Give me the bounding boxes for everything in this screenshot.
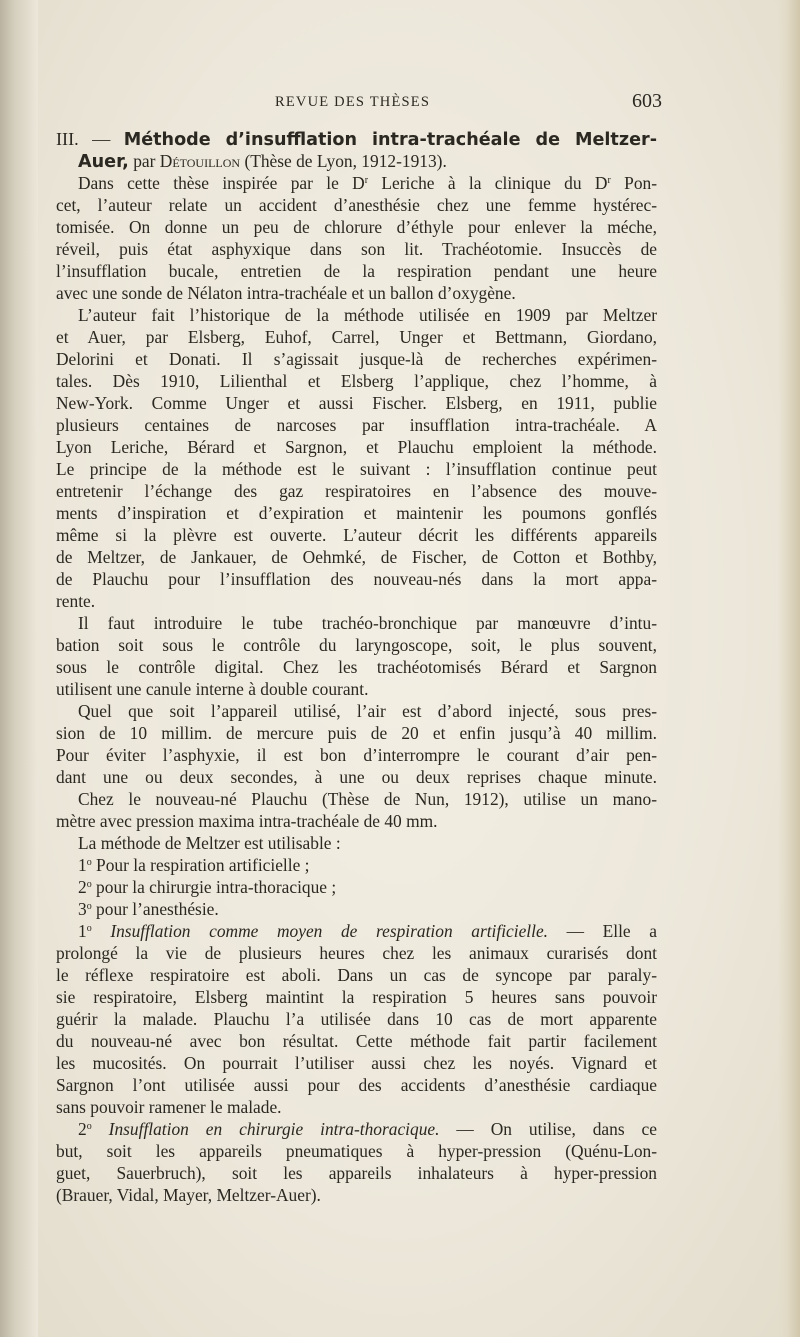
article-number: III. — — [56, 129, 124, 149]
section-title: Insufflation comme moyen de respiration artificielle. — [110, 921, 549, 941]
text-run — [92, 921, 111, 941]
text-run: Dans cette thèse inspirée par le D — [78, 173, 365, 193]
text-run: Pon- — [610, 173, 658, 193]
paragraph-line: l’insufflation bucale, entretien de la respiration pendant une heure — [56, 261, 657, 281]
paragraph-line: Il faut introduire le tube trachéo-bronchique par manœuvre d’intu- — [78, 613, 657, 633]
paragraph-line: rente. — [56, 591, 96, 611]
paragraph-line: prolongé la vie de plusieurs heures chez les animaux curarisés dont — [56, 943, 657, 963]
article-title-line-1 — [56, 128, 657, 150]
section-number: 1 — [78, 921, 87, 941]
paragraph-line: de Plauchu pour l’insufflation des nouveau-nés dans la mort appa- — [56, 569, 657, 589]
superscript: r — [364, 175, 369, 186]
paragraph-line: but, soit les appareils pneumatiques à hyper-pression (Quénu-Lon- — [56, 1141, 657, 1161]
list-text: pour l’anesthésie. — [91, 899, 219, 919]
paragraph-line: L’auteur fait l’historique de la méthode utilisée en 1909 par Meltzer — [78, 305, 657, 325]
byline-source: (Thèse de Lyon, 1912-1913). — [240, 151, 447, 171]
superscript: o — [86, 901, 92, 912]
text-run — [92, 1119, 109, 1139]
page-header — [60, 90, 662, 116]
paragraph-line: sion de 10 millim. de mercure puis de 20 et enfin jusqu’à 40 millim. — [56, 723, 657, 743]
paragraph-line: le réflexe respiratoire est aboli. Dans un cas de syncope par paraly- — [56, 965, 657, 985]
paragraph-line: (Brauer, Vidal, Mayer, Meltzer-Auer). — [56, 1185, 321, 1205]
paragraph-line: tomisée. On donne un peu de chlorure d’éthyle pour enlever la méche, — [56, 217, 657, 237]
page-number: 603 — [632, 90, 662, 112]
paragraph-line: Chez le nouveau-né Plauchu (Thèse de Nun, 1912), utilise un mano- — [78, 789, 657, 809]
list-number: 1 — [78, 855, 87, 875]
paragraph-line: mètre avec pression maxima intra-trachéale de 40 mm. — [56, 811, 438, 831]
paragraph-line: les mucosités. On pourrait l’utiliser aussi chez les noyés. Vignard et — [56, 1053, 657, 1073]
paragraph-line — [56, 172, 657, 194]
paragraph-line: New-York. Comme Unger et aussi Fischer. Elsberg, en 1911, publie — [56, 393, 657, 413]
section-title: Insufflation en chirurgie intra-thoracique. — [108, 1119, 440, 1139]
paragraph-line: tales. Dès 1910, Lilienthal et Elsberg l’applique, chez l’homme, à — [56, 371, 657, 391]
paragraph-line: Sargnon l’ont utilisée aussi pour des accidents d’anesthésie cardiaque — [56, 1075, 657, 1095]
article-title-line-2 — [56, 150, 657, 172]
paragraph-line: cet, l’auteur relate un accident d’anesthésie chez une femme hystérec- — [56, 195, 657, 215]
paragraph-line: de Meltzer, de Jankauer, de Oehmké, de Fischer, de Cotton et Bothby, — [56, 547, 657, 567]
list-text: pour la chirurgie intra-thoracique ; — [91, 877, 337, 897]
paragraph-line: sans pouvoir ramener le malade. — [56, 1097, 282, 1117]
list-item — [56, 876, 657, 898]
paragraph-line: avec une sonde de Nélaton intra-trachéale et un ballon d’oxygène. — [56, 283, 516, 303]
paragraph-line: sie respiratoire, Elsberg maintint la respiration 5 heures sans pouvoir — [56, 987, 657, 1007]
book-gutter-shadow — [0, 0, 38, 1337]
superscript: o — [86, 1121, 92, 1132]
list-item — [56, 854, 657, 876]
paragraph-line: Pour éviter l’asphyxie, il est bon d’interrompre le courant d’air pen- — [56, 745, 657, 765]
superscript: r — [607, 175, 611, 186]
superscript: o — [86, 857, 92, 868]
paragraph-line: même si la plèvre est ouverte. L’auteur décrit les différents appareils — [56, 525, 657, 545]
paragraph-line: entretenir l’échange des gaz respiratoires en l’absence des mouve- — [56, 481, 657, 501]
page-edge — [778, 0, 800, 1337]
running-head: REVUE DES THÈSES — [275, 94, 431, 110]
list-text: Pour la respiration artificielle ; — [91, 855, 310, 875]
list-number: 2 — [78, 877, 87, 897]
paragraph-line: sous le contrôle digital. Chez les trachéotomisés Bérard et Sargnon — [56, 657, 657, 677]
paragraph-line: Delorini et Donati. Il s’agissait jusque-là de recherches expérimen- — [56, 349, 657, 369]
text-run: Leriche à la clinique du D — [368, 173, 608, 193]
paragraph-line: La méthode de Meltzer est utilisable : — [78, 833, 341, 853]
list-item — [56, 898, 657, 920]
section-heading-line — [56, 1118, 657, 1140]
article-title: Méthode d’insufflation intra-trachéale de Meltzer- — [123, 130, 657, 150]
paragraph-line: dant une ou deux secondes, à une ou deux reprises chaque minute. — [56, 767, 657, 787]
paragraph-line: plusieurs centaines de narcoses par insufflation intra-trachéale. A — [56, 415, 657, 435]
text-run: — On utilise, dans ce — [439, 1119, 657, 1139]
paragraph-line: réveil, puis état asphyxique dans son lit. Trachéotomie. Insuccès de — [56, 239, 657, 259]
paragraph-line: guet, Sauerbruch), soit les appareils inhalateurs à hyper-pression — [56, 1163, 657, 1183]
article-title-continued: Auer, — [78, 152, 129, 172]
section-heading-line — [56, 920, 657, 942]
paragraph-line: guérir la malade. Plauchu l’a utilisée dans 10 cas de mort apparente — [56, 1009, 657, 1029]
paragraph-line: bation soit sous le contrôle du laryngoscope, soit, le plus souvent, — [56, 635, 657, 655]
text-run: — Elle a — [548, 921, 657, 941]
paragraph-line: Le principe de la méthode est le suivant : l’insufflation continue peut — [56, 459, 657, 479]
article-body — [56, 128, 657, 1206]
byline-prefix: par — [128, 151, 160, 171]
list-number: 3 — [78, 899, 87, 919]
superscript: o — [86, 923, 92, 934]
paragraph-line: et Auer, par Elsberg, Euhof, Carrel, Unger et Bettmann, Giordano, — [56, 327, 657, 347]
section-number: 2 — [78, 1119, 87, 1139]
article-author: Détouillon — [159, 151, 241, 171]
paragraph-line: ments d’inspiration et d’expiration et maintenir les poumons gonflés — [56, 503, 657, 523]
paragraph-line: Lyon Leriche, Bérard et Sargnon, et Plauchu emploient la méthode. — [56, 437, 657, 457]
paragraph-line: du nouveau-né avec bon résultat. Cette méthode fait partir facilement — [56, 1031, 657, 1051]
paragraph-line: Quel que soit l’appareil utilisé, l’air est d’abord injecté, sous pres- — [78, 701, 657, 721]
paragraph-line: utilisent une canule interne à double courant. — [56, 679, 369, 699]
superscript: o — [86, 879, 92, 890]
